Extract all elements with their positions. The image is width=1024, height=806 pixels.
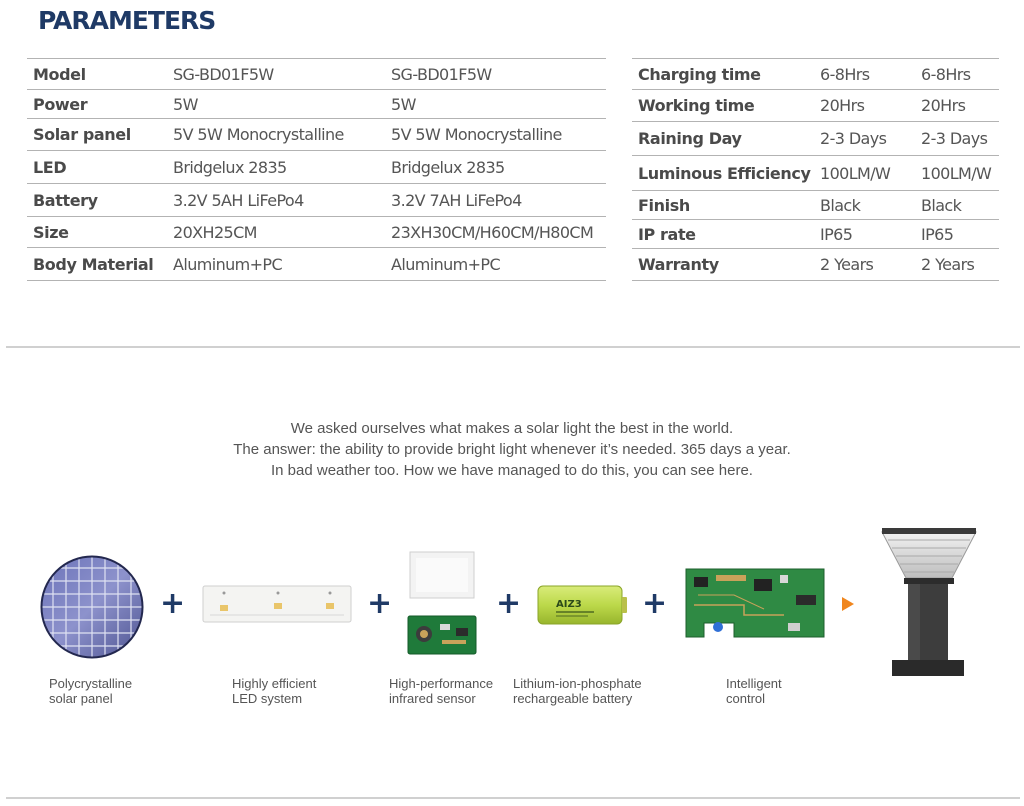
bollard-lamp-image (878, 526, 980, 678)
infrared-sensor-image (406, 550, 478, 656)
spec-value: 20XH25CM (167, 217, 385, 248)
battery-print-text: AIZ3 (556, 599, 582, 610)
spec-row (632, 90, 999, 122)
spec-value: 100LM/W (814, 156, 915, 191)
control-board-image (684, 565, 826, 643)
divider (6, 797, 1020, 799)
caption-line: High-performance (389, 676, 494, 691)
spec-row (632, 156, 999, 191)
spec-value: SG-BD01F5W (385, 59, 606, 90)
page-title: PARAMETERS (38, 6, 216, 35)
plus-icon: + (496, 586, 522, 621)
divider (6, 346, 1020, 348)
spec-label: Finish (632, 191, 814, 220)
spec-row (27, 119, 606, 151)
spec-value: Bridgelux 2835 (167, 151, 385, 184)
plus-icon: + (160, 586, 186, 621)
component-caption (232, 676, 316, 706)
spec-value: 2-3 Days (814, 122, 915, 156)
spec-value: Black (915, 191, 999, 220)
spec-value: 2 Years (915, 249, 999, 281)
spec-value: 100LM/W (915, 156, 999, 191)
spec-row (632, 59, 999, 90)
caption-line: Polycrystalline (49, 676, 133, 691)
spec-label: Model (27, 59, 167, 90)
caption-line: Lithium-ion-phosphate (513, 676, 642, 691)
spec-value: 5W (167, 90, 385, 119)
spec-value: 5V 5W Monocrystalline (167, 119, 385, 151)
solar-panel-image (40, 555, 144, 659)
spec-label: Battery (27, 184, 167, 217)
spec-row (632, 220, 999, 249)
spec-value: 3.2V 5AH LiFePo4 (167, 184, 385, 217)
component-caption (49, 676, 132, 706)
spec-row (27, 217, 606, 248)
spec-row (27, 151, 606, 184)
spec-value: IP65 (915, 220, 999, 249)
component-caption (726, 676, 782, 706)
spec-value: Black (814, 191, 915, 220)
spec-value: 23XH30CM/H60CM/H80CM (385, 217, 606, 248)
caption-line: infrared sensor (389, 691, 476, 706)
spec-value: 5W (385, 90, 606, 119)
plus-icon: + (367, 586, 393, 621)
spec-value: 20Hrs (915, 90, 999, 122)
spec-value: Aluminum+PC (385, 248, 606, 281)
spec-label: Solar panel (27, 119, 167, 151)
intro-line: We asked ourselves what makes a solar light the best in the world. (290, 420, 734, 437)
spec-value: Aluminum+PC (167, 248, 385, 281)
spec-value: 5V 5W Monocrystalline (385, 119, 606, 151)
spec-value: SG-BD01F5W (167, 59, 385, 90)
spec-value: 2-3 Days (915, 122, 999, 156)
spec-table-left (27, 58, 606, 281)
caption-line: solar panel (49, 691, 113, 706)
spec-row (632, 249, 999, 281)
spec-label: Working time (632, 90, 814, 122)
plus-icon: + (642, 586, 668, 621)
component-caption (513, 676, 642, 706)
spec-table-right (632, 58, 999, 281)
spec-row (27, 90, 606, 119)
spec-label: Body Material (27, 248, 167, 281)
spec-row (632, 122, 999, 156)
component-caption (389, 676, 493, 706)
spec-label: Size (27, 217, 167, 248)
spec-row (632, 191, 999, 220)
spec-label: LED (27, 151, 167, 184)
intro-line: The answer: the ability to provide bright light whenever it’s needed. 365 days a year. (233, 441, 791, 458)
spec-label: IP rate (632, 220, 814, 249)
spec-value: Bridgelux 2835 (385, 151, 606, 184)
spec-value: 6-8Hrs (814, 59, 915, 90)
battery-image (536, 584, 628, 626)
spec-value: 2 Years (814, 249, 915, 281)
spec-label: Charging time (632, 59, 814, 90)
spec-label: Warranty (632, 249, 814, 281)
intro-text (0, 418, 1024, 481)
intro-line: In bad weather too. How we have managed to do this, you can see here. (271, 462, 753, 479)
spec-label: Power (27, 90, 167, 119)
caption-line: LED system (232, 691, 303, 706)
spec-row (27, 248, 606, 281)
spec-row (27, 184, 606, 217)
spec-value: 6-8Hrs (915, 59, 999, 90)
spec-label: Luminous Efficiency (632, 156, 814, 191)
led-board-image (202, 585, 352, 623)
spec-label: Raining Day (632, 122, 814, 156)
caption-line: Highly efficient (232, 676, 317, 691)
spec-row (27, 59, 606, 90)
caption-line: rechargeable battery (513, 691, 633, 706)
caption-line: control (726, 691, 766, 706)
spec-value: 3.2V 7AH LiFePo4 (385, 184, 606, 217)
caption-line: Intelligent (726, 676, 782, 691)
spec-value: IP65 (814, 220, 915, 249)
spec-value: 20Hrs (814, 90, 915, 122)
arrow-right-icon (842, 597, 854, 611)
